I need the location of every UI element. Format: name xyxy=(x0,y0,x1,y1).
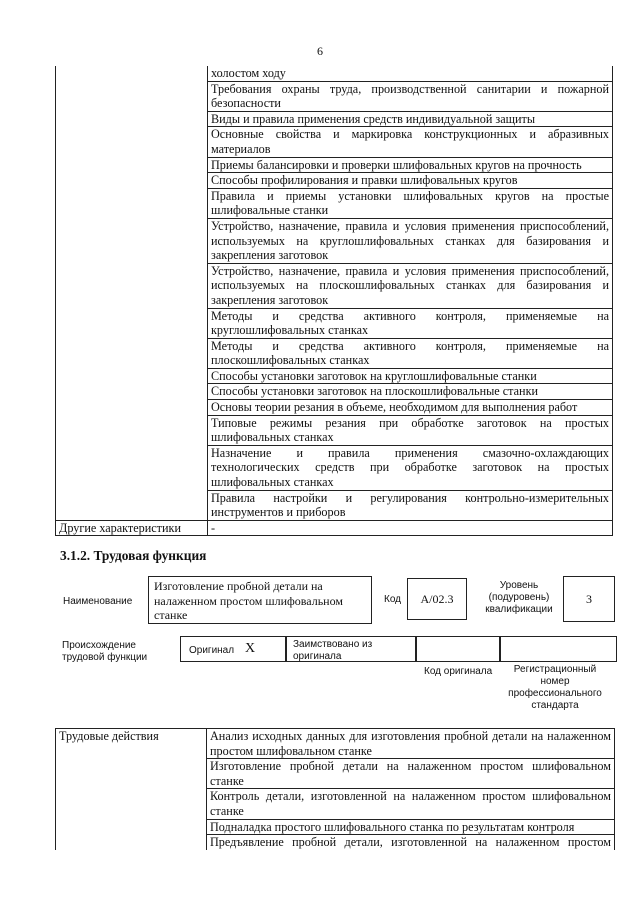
knowledge-row: Типовые режимы резания при обработке заготовок на простых шлифовальных станках xyxy=(208,415,613,445)
level-label: Уровень (подуровень) квалификации xyxy=(485,580,553,615)
original-mark: X xyxy=(245,641,256,656)
original-cell xyxy=(180,636,286,662)
knowledge-row: Способы установки заготовок на плоскошлифовальные станки xyxy=(208,384,613,400)
knowledge-row: Устройство, назначение, правила и условия применения приспособлений, используемых на круглошлифовальных станках для базирования и закрепления заготовок xyxy=(208,218,613,263)
knowledge-row: Требования охраны труда, производственной санитарии и пожарной безопасности xyxy=(208,81,613,111)
knowledge-row: холостом ходу xyxy=(208,66,613,81)
origin-row xyxy=(180,636,617,662)
knowledge-label-cell xyxy=(56,66,208,520)
reg-number-label: Регистрационный номер профессионального стандарта xyxy=(508,664,602,711)
borrowed-cell xyxy=(286,636,416,662)
origin-label: Происхождение трудовой функции xyxy=(62,640,148,663)
knowledge-row: Основные свойства и маркировка конструкционных и абразивных материалов xyxy=(208,127,613,157)
action-row: Предъявление пробной детали, изготовленной на налаженном простом xyxy=(207,835,615,850)
code-value-box: А/02.3 xyxy=(407,578,467,620)
borrowed-label: Заимствовано из оригинала xyxy=(293,639,373,662)
actions-label: Трудовые действия xyxy=(56,729,207,850)
knowledge-row: Способы профилирования и правки шлифовальных кругов xyxy=(208,173,613,189)
section-title: 3.1.2. Трудовая функция xyxy=(60,548,207,563)
action-row: Изготовление пробной детали на налаженном простом шлифовальном станке xyxy=(207,759,615,789)
knowledge-row: Способы установки заготовок на круглошлифовальные станки xyxy=(208,368,613,384)
code-label: Код xyxy=(384,594,402,605)
original-label: Оригинал xyxy=(189,645,235,656)
level-value-box: 3 xyxy=(563,576,615,622)
code-original-label: Код оригинала xyxy=(424,666,493,677)
knowledge-row: Правила и приемы установки шлифовальных кругов на простые шлифовальные станки xyxy=(208,188,613,218)
actions-table xyxy=(55,728,615,850)
page-number: 6 xyxy=(317,44,323,58)
knowledge-table xyxy=(55,66,613,536)
action-row: Анализ исходных данных для изготовления пробной детали на налаженном простом шлифовальном станке xyxy=(207,729,615,759)
other-characteristics-label: Другие характеристики xyxy=(56,520,208,536)
knowledge-row: Методы и средства активного контроля, применяемые на круглошлифовальных станках xyxy=(208,308,613,338)
function-name-box: Изготовление пробной детали на налаженном простом шлифовальном станке xyxy=(148,576,372,624)
other-characteristics-value: - xyxy=(208,520,613,536)
knowledge-row: Основы теории резания в объеме, необходимом для выполнения работ xyxy=(208,400,613,416)
knowledge-row: Приемы балансировки и проверки шлифовальных кругов на прочность xyxy=(208,157,613,173)
action-row: Контроль детали, изготовленной на налаженном простом шлифовальном станке xyxy=(207,789,615,819)
knowledge-row: Правила настройки и регулирования контрольно-измерительных инструментов и приборов xyxy=(208,490,613,520)
action-row: Подналадка простого шлифовального станка по результатам контроля xyxy=(207,819,615,835)
code-original-cell xyxy=(416,636,500,662)
knowledge-row: Назначение и правила применения смазочно-охлаждающих технологических средств при обработке заготовок на простых шлифовальных станках xyxy=(208,445,613,490)
knowledge-row: Методы и средства активного контроля, применяемые на плоскошлифовальных станках xyxy=(208,338,613,368)
knowledge-row: Устройство, назначение, правила и условия применения приспособлений, используемых на плоскошлифовальных станках для базирования и закрепления заготовок xyxy=(208,263,613,308)
knowledge-row: Виды и правила применения средств индивидуальной защиты xyxy=(208,111,613,127)
name-label: Наименование xyxy=(63,596,133,607)
reg-number-cell xyxy=(500,636,617,662)
